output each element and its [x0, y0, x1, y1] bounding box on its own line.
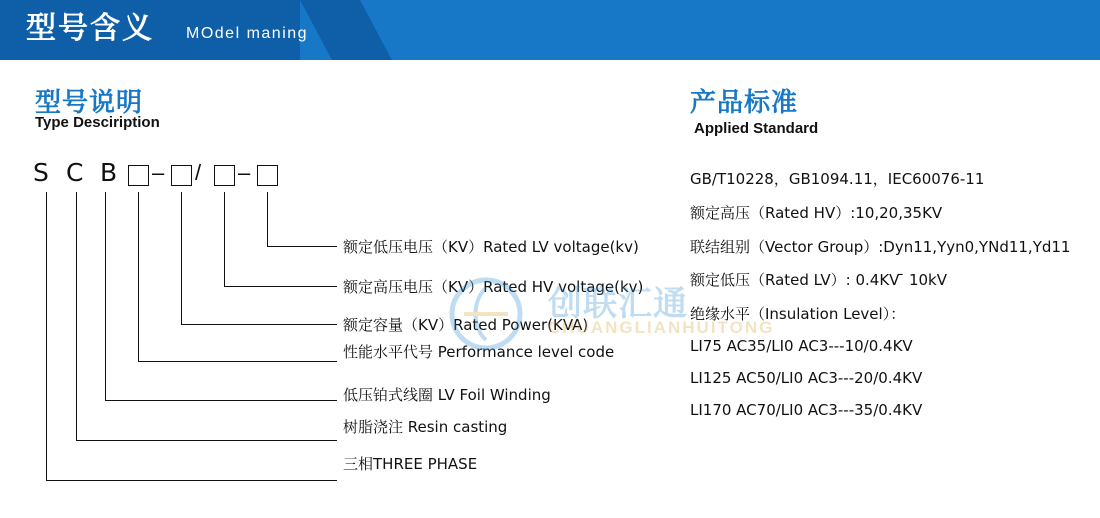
leader-line-hv-vertical — [224, 192, 225, 286]
leader-line-lv-vertical — [267, 192, 268, 246]
leader-line-hv-horizontal — [224, 286, 337, 287]
code-dash-1: – — [152, 160, 165, 185]
left-section-title-cn: 型号说明 — [35, 88, 144, 118]
standard-line-3: 联结组别（Vector Group）:Dyn11,Yyn0,YNd11,Yd11 — [690, 238, 1071, 256]
code-box-performance — [128, 165, 149, 186]
right-section-title-cn: 产品标准 — [690, 88, 799, 118]
code-letter-c: C — [66, 158, 84, 187]
leader-label-performance-level: 性能水平代号 Performance level code — [343, 343, 615, 361]
leader-label-hv-voltage: 额定高压电压（KV）Rated HV voltage(kv) — [343, 278, 644, 296]
leader-label-resin-casting: 树脂浇注 Resin casting — [343, 418, 508, 436]
watermark-text-cn: 创联汇通 — [548, 284, 688, 324]
standard-line-5: 绝缘水平（Insulation Level）： — [690, 305, 906, 323]
leader-line-foilwinding-horizontal — [105, 400, 337, 401]
code-box-hv — [214, 165, 235, 186]
leader-line-performance-vertical — [138, 192, 139, 361]
leader-line-foilwinding-vertical — [105, 192, 106, 400]
standard-line-4: 额定低压（Rated LV）: 0.4KV ̄ 10kV — [690, 271, 948, 289]
standard-line-6: LI75 AC35/LI0 AC3---10/0.4KV — [690, 337, 913, 355]
standard-line-1: GB/T10228，GB1094.11，IEC60076-11 — [690, 170, 985, 188]
leader-label-rated-power: 额定容量（KV）Rated Power(KVA) — [343, 316, 589, 334]
watermark-text-en: CHUANGLIANHUITONG — [548, 318, 775, 337]
standard-line-2: 额定高压（Rated HV）:10,20,35KV — [690, 204, 943, 222]
leader-line-power-vertical — [181, 192, 182, 324]
code-letter-s: S — [33, 158, 49, 187]
standard-line-7: LI125 AC50/LI0 AC3---20/0.4KV — [690, 369, 923, 387]
leader-label-lv-voltage: 额定低压电压（KV）Rated LV voltage(kv) — [343, 238, 639, 256]
code-box-power — [171, 165, 192, 186]
leader-line-power-horizontal — [181, 324, 337, 325]
left-section-title-en: Type Desciription — [35, 114, 160, 131]
leader-line-resin-vertical — [76, 192, 77, 440]
leader-line-threephase-vertical — [46, 192, 47, 480]
leader-line-lv-horizontal — [267, 246, 337, 247]
banner-slant-block — [300, 0, 392, 60]
leader-line-threephase-horizontal — [46, 480, 337, 481]
code-letter-b: B — [100, 158, 118, 187]
standard-line-8: LI170 AC70/LI0 AC3---35/0.4KV — [690, 401, 923, 419]
leader-line-resin-horizontal — [76, 440, 337, 441]
right-section-title-en: Applied Standard — [694, 120, 819, 137]
leader-label-foil-winding: 低压铂式线圈 LV Foil Winding — [343, 386, 551, 404]
leader-line-performance-horizontal — [138, 361, 337, 362]
code-dash-2: – — [238, 160, 251, 185]
leader-label-three-phase: 三相THREE PHASE — [343, 455, 478, 473]
code-slash: / — [195, 160, 202, 185]
banner-title-en: MOdel maning — [186, 25, 309, 42]
page-header-banner — [0, 0, 1100, 60]
code-box-lv — [257, 165, 278, 186]
banner-title-cn: 型号含义 — [26, 11, 154, 46]
